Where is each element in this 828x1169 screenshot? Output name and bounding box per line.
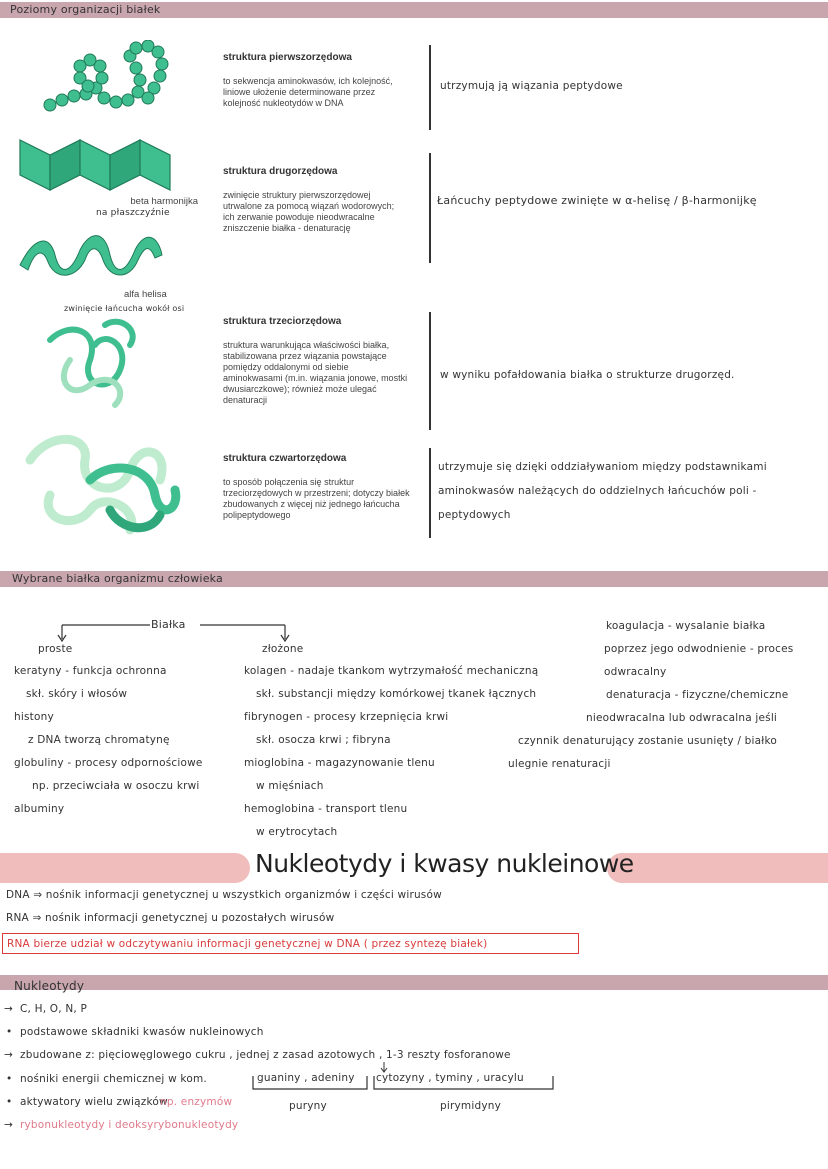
root-label: Białka bbox=[151, 618, 186, 631]
list-item: fibrynogen - procesy krzepnięcia krwi bbox=[244, 711, 449, 723]
alpha-helix-icon bbox=[20, 236, 162, 276]
list-item: zbudowane z: pięciowęglowego cukru , jednej z zasad azotowych , 1-3 reszty fosforanowe bbox=[20, 1049, 511, 1061]
divider-line bbox=[429, 45, 431, 130]
pyrimidines-bases: cytozyny , tyminy , uracylu bbox=[376, 1072, 524, 1084]
tertiary-structure-icon bbox=[50, 322, 133, 405]
list-bullet: → bbox=[4, 1119, 13, 1131]
quaternary-structure-icon bbox=[30, 439, 176, 530]
level-note: w wyniku pofałdowania białka o strukturze drugorzęd. bbox=[440, 369, 735, 381]
rna-line: RNA ⇒ nośnik informacji genetycznej u pozostałych wirusów bbox=[6, 912, 335, 924]
level-title: struktura drugorzędowa bbox=[223, 166, 338, 177]
level-desc: to sposób połączenia się struktur trzeciorzędowych w przestrzeni; dotyczy białek zbudowanych z więcej niż jednego łańcucha polipeptydowego bbox=[223, 477, 410, 520]
purines-label: puryny bbox=[289, 1100, 327, 1112]
list-item: C, H, O, N, P bbox=[20, 1003, 87, 1015]
enzymes-note: np. enzymów bbox=[160, 1096, 233, 1108]
section-title: Nukleotydy bbox=[14, 979, 85, 993]
title-banner-right bbox=[607, 853, 828, 883]
beta-label: beta harmonijka bbox=[130, 196, 198, 207]
divider-line bbox=[429, 448, 431, 538]
level-desc: to sekwencja aminokwasów, ich kolejność, liniowe ułożenie determinowane przez kolejność nukleotydów w DNA bbox=[223, 76, 393, 108]
list-item: albuminy bbox=[14, 803, 65, 815]
section-header-bar bbox=[0, 975, 828, 990]
level-desc: zwinięcie struktury pierwszorzędowej utrwalone za pomocą wiązań wodorowych; ich zerwanie powoduje nieodwracalne zniszczenie białka - denaturację bbox=[223, 190, 395, 233]
simple-label: proste bbox=[38, 643, 73, 655]
level-title: struktura pierwszorzędowa bbox=[223, 52, 352, 63]
alpha-label: alfa helisa bbox=[124, 289, 167, 300]
level-note: Łańcuchy peptydowe zwinięte w α-helisę / β-harmonijkę bbox=[437, 194, 757, 207]
section-title: Poziomy organizacji białek bbox=[10, 3, 161, 16]
level-title: struktura czwartorzędowa bbox=[223, 453, 347, 464]
title-banner-left bbox=[0, 853, 250, 883]
alpha-sublabel: zwinięcie łańcucha wokół osi bbox=[64, 304, 185, 313]
divider-line bbox=[429, 312, 431, 430]
list-item: podstawowe składniki kwasów nukleinowych bbox=[20, 1026, 264, 1038]
list-item: keratyny - funkcja ochronna bbox=[14, 665, 167, 677]
side-note: koagulacja - wysalanie białka bbox=[606, 620, 766, 632]
level-note: utrzymuje się dzięki oddziaływaniom między podstawnikami aminokwasów należących do oddzielnych łańcuchów poli - peptydowych bbox=[438, 461, 767, 521]
side-note: denaturacja - fizyczne/chemiczne bbox=[606, 689, 789, 701]
list-item: histony bbox=[14, 711, 54, 723]
list-item: w erytrocytach bbox=[256, 826, 338, 838]
list-bullet: → bbox=[4, 1003, 13, 1015]
protein-structures-illustration bbox=[10, 40, 210, 540]
side-note: ulegnie renaturacji bbox=[508, 758, 611, 770]
level-desc: struktura warunkująca właściwości białka, stabilizowana przez wiązania powstające pomiędzy oddalonymi od siebie aminokwasami (m.in. wiązania jonowe, mostki dwusiarczkowe); również może ulegać denaturacji bbox=[223, 340, 408, 405]
list-item: mioglobina - magazynowanie tlenu bbox=[244, 757, 435, 769]
list-item: w mięśniach bbox=[256, 780, 324, 792]
primary-structure-icon bbox=[44, 40, 168, 111]
pyrimidines-label: pirymidyny bbox=[440, 1100, 502, 1112]
list-item: kolagen - nadaje tkankom wytrzymałość mechaniczną bbox=[244, 665, 539, 677]
list-item: aktywatory wielu związków bbox=[20, 1096, 168, 1108]
list-item: hemoglobina - transport tlenu bbox=[244, 803, 408, 815]
level-note: utrzymują ją wiązania peptydowe bbox=[440, 80, 623, 92]
list-item: nośniki energii chemicznej w kom. bbox=[20, 1073, 207, 1085]
list-item: z DNA tworzą chromatynę bbox=[28, 734, 170, 746]
highlight-box: RNA bierze udział w odczytywaniu informacji genetycznej w DNA ( przez syntezę białek) bbox=[2, 933, 579, 954]
base-brackets bbox=[250, 1062, 560, 1102]
beta-sheet-icon bbox=[20, 140, 170, 190]
complex-label: złożone bbox=[262, 643, 304, 655]
side-note: odwracalny bbox=[604, 666, 667, 678]
list-bullet: → bbox=[4, 1049, 13, 1061]
side-note: nieodwracalna lub odwracalna jeśli bbox=[586, 712, 778, 724]
section-title: Wybrane białka organizmu człowieka bbox=[12, 572, 223, 585]
list-bullet: • bbox=[6, 1026, 13, 1038]
list-item: globuliny - procesy odpornościowe bbox=[14, 757, 203, 769]
list-item: skł. substancji między komórkowej tkanek łącznych bbox=[256, 688, 537, 700]
list-item: np. przeciwciała w osoczu krwi bbox=[32, 780, 200, 792]
beta-sublabel: na płaszczyźnie bbox=[96, 208, 170, 218]
list-item: skł. osocza krwi ; fibryna bbox=[256, 734, 391, 746]
divider-line bbox=[429, 153, 431, 263]
purines-bases: guaniny , adeniny bbox=[257, 1072, 355, 1084]
level-title: struktura trzeciorzędowa bbox=[223, 316, 342, 327]
dna-line: DNA ⇒ nośnik informacji genetycznej u wszystkich organizmów i części wirusów bbox=[6, 889, 442, 901]
list-item: skł. skóry i włosów bbox=[26, 688, 128, 700]
page-title: Nukleotydy i kwasy nukleinowe bbox=[255, 849, 634, 878]
side-note: czynnik denaturujący zostanie usunięty / białko bbox=[518, 735, 777, 747]
list-bullet: • bbox=[6, 1073, 13, 1085]
side-note: poprzez jego odwodnienie - proces bbox=[604, 643, 794, 655]
list-bullet: • bbox=[6, 1096, 13, 1108]
list-item: rybonukleotydy i deoksyrybonukleotydy bbox=[20, 1119, 239, 1131]
